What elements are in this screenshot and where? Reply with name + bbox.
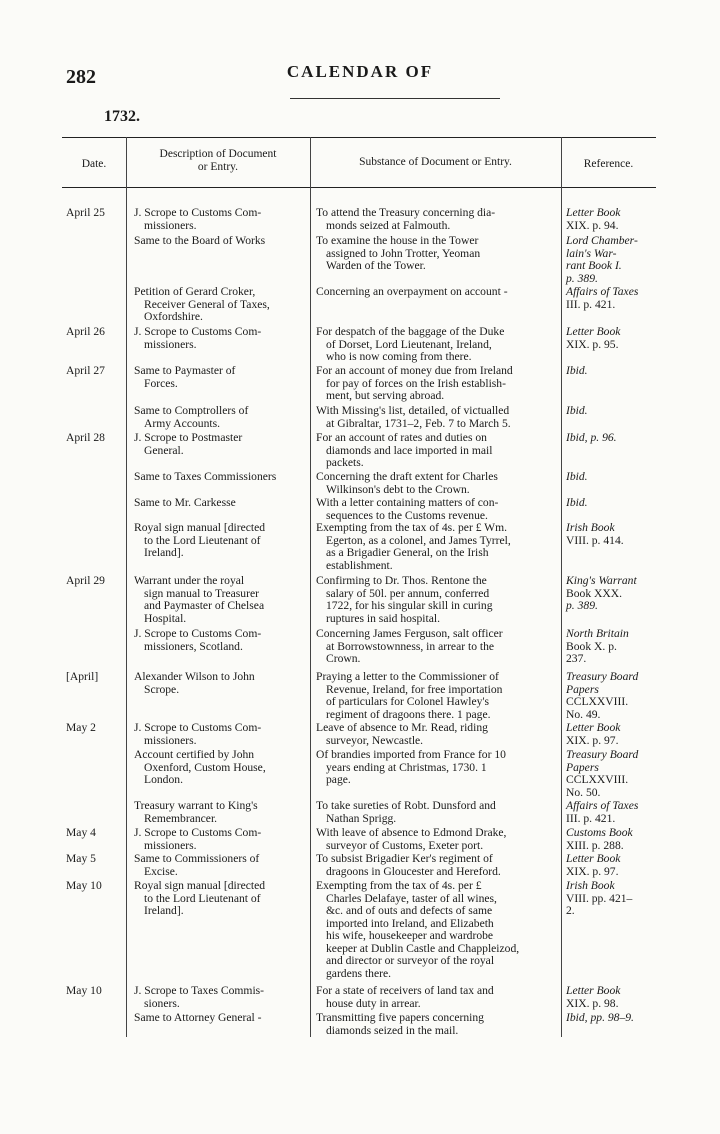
text-line: Affairs of Taxes — [566, 285, 639, 298]
text-line: With Missing's list, detailed, of victualled — [316, 404, 510, 417]
text-line: lain's War- — [566, 246, 617, 260]
text-line: ment, but serving abroad. — [326, 389, 445, 402]
text-line: Book X. p. — [566, 639, 617, 653]
entry-date: May 10 — [66, 879, 102, 892]
entry-reference — [566, 286, 656, 311]
text-line: XIII. p. 288. — [566, 838, 624, 852]
text-line: Same to Commissioners of — [134, 852, 260, 865]
text-line: 237. — [566, 652, 587, 665]
entry-substance — [316, 471, 554, 496]
text-line: For despatch of the baggage of the Duke — [316, 325, 505, 338]
text-line: sign manual to Treasurer — [144, 586, 259, 600]
text-line: Same to Comptrollers of — [134, 404, 249, 417]
text-line: Royal sign manual [directed — [134, 879, 266, 892]
text-line: keeper at Dublin Castle and Chappleizod, — [326, 941, 520, 955]
text-line: Ireland]. — [144, 546, 184, 559]
text-line: at Borrowstownness, in arrear to the — [326, 639, 495, 653]
text-line: Oxfordshire. — [144, 310, 203, 323]
text-line: Confirming to Dr. Thos. Rentone the — [316, 574, 487, 587]
text-line: CCLXXVIII. — [566, 773, 629, 786]
text-line: Customs Book — [566, 826, 633, 839]
text-line: General. — [144, 443, 184, 457]
text-line: J. Scrope to Taxes Commis- — [134, 984, 265, 997]
text-line: at Gibraltar, 1731–2, Feb. 7 to March 5. — [326, 416, 511, 430]
entry-substance — [316, 880, 554, 980]
text-line: missioners, Scotland. — [144, 639, 243, 653]
text-line: of Dorset, Lord Lieutenant, Ireland, — [326, 337, 492, 351]
text-line: Account certified by John — [134, 748, 255, 761]
entry-description — [134, 800, 304, 825]
text-line: Exempting from the tax of 4s. per £ — [316, 879, 482, 892]
entry-substance — [316, 286, 554, 299]
text-line: missioners. — [144, 733, 197, 747]
text-line: III. p. 421. — [566, 811, 616, 825]
entry-substance — [316, 628, 554, 666]
entry-description — [134, 432, 304, 457]
text-line: p. 389. — [566, 271, 598, 285]
entry-substance — [316, 405, 554, 430]
entry-substance — [316, 985, 554, 1010]
entry-description — [134, 207, 304, 232]
entry-reference — [566, 497, 656, 510]
text-line: establishment. — [326, 558, 393, 572]
text-line: and director or surveyor of the royal — [326, 954, 495, 967]
text-line: For a state of receivers of land tax and — [316, 984, 494, 997]
entry-substance — [316, 522, 554, 572]
text-line: Petition of Gerard Croker, — [134, 285, 256, 298]
text-line: Concerning the draft extent for Charles — [316, 470, 498, 483]
text-line: Ibid. — [566, 496, 588, 509]
text-line: No. 49. — [566, 707, 601, 721]
text-line: to the Lord Lieutenant of — [144, 891, 261, 905]
text-line: Exempting from the tax of 4s. per £ Wm. — [316, 521, 508, 534]
text-line: house duty in arrear. — [326, 996, 421, 1010]
text-line: monds seized at Falmouth. — [326, 218, 451, 232]
text-line: Receiver General of Taxes, — [144, 297, 270, 311]
entry-reference — [566, 522, 656, 547]
text-line: For an account of money due from Ireland — [316, 364, 513, 377]
text-line: Ibid. — [566, 470, 588, 483]
text-line: Concerning James Ferguson, salt officer — [316, 627, 503, 640]
text-line: p. 389. — [566, 599, 598, 612]
text-line: imported into Ireland, and Elizabeth — [326, 916, 494, 930]
entry-reference — [566, 853, 656, 878]
entry-reference — [566, 985, 656, 1010]
entry-description — [134, 235, 304, 248]
text-line: Same to the Board of Works — [134, 234, 266, 247]
running-title: CALENDAR OF — [286, 62, 434, 81]
table-top-rule — [62, 137, 656, 138]
text-line: dragoons in Gloucester and Hereford. — [326, 864, 501, 878]
entry-substance — [316, 575, 554, 625]
column-divider — [310, 137, 311, 1037]
entry-description — [134, 628, 304, 653]
entry-reference — [566, 471, 656, 484]
text-line: Revenue, Ireland, for free importation — [326, 682, 503, 696]
entry-substance — [316, 365, 554, 403]
entry-date: April 27 — [66, 364, 105, 377]
text-line: J. Scrope to Customs Com- — [134, 826, 262, 839]
text-line: J. Scrope to Customs Com- — [134, 325, 262, 338]
text-line: for pay of forces on the Irish establish- — [326, 376, 506, 390]
text-line: Forces. — [144, 376, 178, 390]
text-line: diamonds seized in the mail. — [326, 1023, 459, 1037]
year-label: 1732. — [104, 108, 140, 125]
text-line: &c. and of outs and defects of same — [326, 904, 493, 917]
text-line: Ibid, p. 96. — [566, 431, 617, 444]
text-line: Hospital. — [144, 611, 187, 625]
entry-date: April 25 — [66, 206, 105, 219]
text-line: J. Scrope to Customs Com- — [134, 721, 262, 734]
text-line: Irish Book — [566, 521, 615, 534]
entry-description — [134, 671, 304, 696]
text-line: Letter Book — [566, 325, 621, 338]
entry-substance — [316, 1012, 554, 1037]
entry-reference — [566, 365, 656, 378]
text-line: North Britain — [566, 627, 629, 640]
text-line: XIX. p. 98. — [566, 996, 619, 1010]
entry-description — [134, 405, 304, 430]
text-line: Letter Book — [566, 852, 621, 865]
text-line: Irish Book — [566, 879, 615, 892]
entry-substance — [316, 432, 554, 470]
text-line: Praying a letter to the Commissioner of — [316, 670, 499, 683]
text-line: surveyor, Newcastle. — [326, 733, 424, 747]
text-line: and Paymaster of Chelsea — [144, 599, 265, 612]
entry-date: April 29 — [66, 574, 105, 587]
text-line: salary of 50l. per annum, conferred — [326, 586, 490, 600]
text-line: surveyor of Customs, Exeter port. — [326, 838, 484, 852]
title-rule — [290, 98, 500, 99]
entry-substance — [316, 800, 554, 825]
header-line: Description of Document — [159, 148, 277, 160]
text-line: Treasury Board — [566, 748, 639, 761]
entry-date: April 28 — [66, 431, 105, 444]
entry-substance — [316, 497, 554, 522]
text-line: Scrope. — [144, 682, 180, 696]
entry-substance — [316, 207, 554, 232]
entry-substance — [316, 749, 554, 787]
text-line: To attend the Treasury concerning dia- — [316, 206, 496, 219]
column-header-description — [126, 148, 310, 174]
text-line: VIII. p. 414. — [566, 533, 624, 547]
entry-description — [134, 522, 304, 560]
text-line: missioners. — [144, 337, 197, 351]
text-line: his wife, housekeeper and wardrobe — [326, 929, 494, 942]
entry-date: May 2 — [66, 721, 96, 734]
entry-reference — [566, 722, 656, 747]
entry-substance — [316, 827, 554, 852]
table-header-rule — [62, 187, 656, 188]
text-line: Crown. — [326, 652, 361, 665]
entry-description — [134, 880, 304, 918]
text-line: To examine the house in the Tower — [316, 234, 479, 247]
entry-reference — [566, 827, 656, 852]
entry-description — [134, 365, 304, 390]
text-line: Of brandies imported from France for 10 — [316, 748, 506, 761]
entry-date: May 10 — [66, 984, 102, 997]
entry-reference — [566, 1012, 656, 1025]
text-line: CCLXXVIII. — [566, 695, 629, 708]
entry-substance — [316, 326, 554, 364]
entry-date: [April] — [66, 670, 99, 683]
entry-description — [134, 326, 304, 351]
text-line: Same to Mr. Carkesse — [134, 496, 236, 509]
text-line: 1722, for his singular skill in curing — [326, 599, 493, 612]
header-line: or Entry. — [197, 161, 239, 173]
text-line: J. Scrope to Customs Com- — [134, 206, 262, 219]
entry-reference — [566, 235, 656, 285]
text-line: diamonds and lace imported in mail — [326, 443, 493, 457]
text-line: Ibid. — [566, 404, 588, 417]
text-line: Ibid, pp. 98–9. — [566, 1011, 634, 1024]
entry-reference — [566, 207, 656, 232]
text-line: Affairs of Taxes — [566, 799, 639, 812]
entry-reference — [566, 628, 656, 666]
text-line: ruptures in said hospital. — [326, 611, 440, 625]
entry-description — [134, 1012, 304, 1025]
text-line: Same to Taxes Commissioners — [134, 470, 277, 483]
text-line: XIX. p. 94. — [566, 218, 619, 232]
text-line: With a letter containing matters of con- — [316, 496, 499, 509]
text-line: sequences to the Customs revenue. — [326, 508, 488, 522]
entry-description — [134, 575, 304, 625]
text-line: page. — [326, 773, 351, 786]
text-line: Excise. — [144, 864, 178, 878]
text-line: gardens there. — [326, 966, 392, 980]
entry-description — [134, 985, 304, 1010]
text-line: III. p. 421. — [566, 297, 616, 311]
text-line: To take sureties of Robt. Dunsford and — [316, 799, 496, 812]
text-line: missioners. — [144, 218, 197, 232]
text-line: Charles Delafaye, taster of all wines, — [326, 891, 497, 905]
text-line: Treasury Board — [566, 670, 639, 683]
text-line: regiment of dragoons there. 1 page. — [326, 707, 491, 721]
column-header-substance: Substance of Document or Entry. — [359, 156, 512, 168]
entry-description — [134, 749, 304, 787]
text-line: Papers — [566, 760, 599, 774]
text-line: Oxenford, Custom House, — [144, 760, 266, 774]
column-header-reference: Reference. — [583, 158, 634, 170]
entry-date: May 4 — [66, 826, 96, 839]
entry-reference — [566, 405, 656, 418]
text-line: Letter Book — [566, 984, 621, 997]
text-line: assigned to John Trotter, Yeoman — [326, 246, 481, 260]
entry-description — [134, 853, 304, 878]
text-line: Transmitting five papers concerning — [316, 1011, 484, 1024]
text-line: Ireland]. — [144, 904, 184, 917]
entry-reference — [566, 671, 656, 721]
text-line: sioners. — [144, 996, 180, 1010]
entry-date: April 26 — [66, 325, 105, 338]
text-line: Wilkinson's debt to the Crown. — [326, 482, 470, 496]
text-line: XIX. p. 97. — [566, 733, 619, 747]
text-line: missioners. — [144, 838, 197, 852]
page-number: 282 — [66, 66, 96, 88]
text-line: Treasury warrant to King's — [134, 799, 258, 812]
entry-substance — [316, 671, 554, 721]
entry-reference — [566, 749, 656, 799]
text-line: Same to Attorney General - — [134, 1011, 262, 1024]
column-divider — [561, 137, 562, 1037]
text-line: Remembrancer. — [144, 811, 218, 825]
text-line: Royal sign manual [directed — [134, 521, 266, 534]
text-line: Papers — [566, 682, 599, 696]
text-line: Ibid. — [566, 364, 588, 377]
entry-substance — [316, 853, 554, 878]
text-line: Leave of absence to Mr. Read, riding — [316, 721, 488, 734]
text-line: With leave of absence to Edmond Drake, — [316, 826, 507, 839]
text-line: Lord Chamber- — [566, 234, 638, 247]
text-line: VIII. pp. 421– — [566, 891, 633, 905]
entry-description — [134, 471, 304, 484]
entry-description — [134, 722, 304, 747]
entry-reference — [566, 326, 656, 351]
text-line: King's Warrant — [566, 574, 637, 587]
text-line: Same to Paymaster of — [134, 364, 236, 377]
text-line: Warden of the Tower. — [326, 259, 426, 272]
text-line: 2. — [566, 904, 575, 917]
text-line: as a Brigadier General, on the Irish — [326, 546, 489, 559]
entry-reference — [566, 800, 656, 825]
entry-date: May 5 — [66, 852, 96, 865]
entry-substance — [316, 722, 554, 747]
text-line: Warrant under the royal — [134, 574, 245, 587]
text-line: rant Book I. — [566, 259, 622, 272]
text-line: years ending at Christmas, 1730. 1 — [326, 760, 487, 774]
text-line: of particulars for Colonel Hawley's — [326, 695, 490, 708]
text-line: Concerning an overpayment on account - — [316, 285, 508, 298]
entry-reference — [566, 432, 656, 445]
text-line: who is now coming from there. — [326, 350, 472, 363]
text-line: For an account of rates and duties on — [316, 431, 487, 444]
text-line: London. — [144, 773, 183, 786]
entry-description — [134, 827, 304, 852]
text-line: Army Accounts. — [144, 416, 220, 430]
text-line: Book XXX. — [566, 586, 623, 600]
entry-description — [134, 286, 304, 324]
text-line: XIX. p. 97. — [566, 864, 619, 878]
text-line: XIX. p. 95. — [566, 337, 619, 351]
text-line: J. Scrope to Customs Com- — [134, 627, 262, 640]
text-line: packets. — [326, 456, 364, 469]
entry-substance — [316, 235, 554, 273]
text-line: Alexander Wilson to John — [134, 670, 255, 683]
text-line: To subsist Brigadier Ker's regiment of — [316, 852, 493, 865]
text-line: Nathan Sprigg. — [326, 811, 397, 825]
text-line: Egerton, as a colonel, and James Tyrrel, — [326, 533, 511, 547]
text-line: Letter Book — [566, 721, 621, 734]
text-line: J. Scrope to Postmaster — [134, 431, 243, 444]
entry-description — [134, 497, 304, 510]
entry-reference — [566, 575, 656, 613]
column-header-date: Date. — [81, 158, 107, 170]
text-line: Letter Book — [566, 206, 621, 219]
entry-reference — [566, 880, 656, 918]
column-divider — [126, 137, 127, 1037]
text-line: to the Lord Lieutenant of — [144, 533, 261, 547]
text-line: No. 50. — [566, 785, 601, 799]
